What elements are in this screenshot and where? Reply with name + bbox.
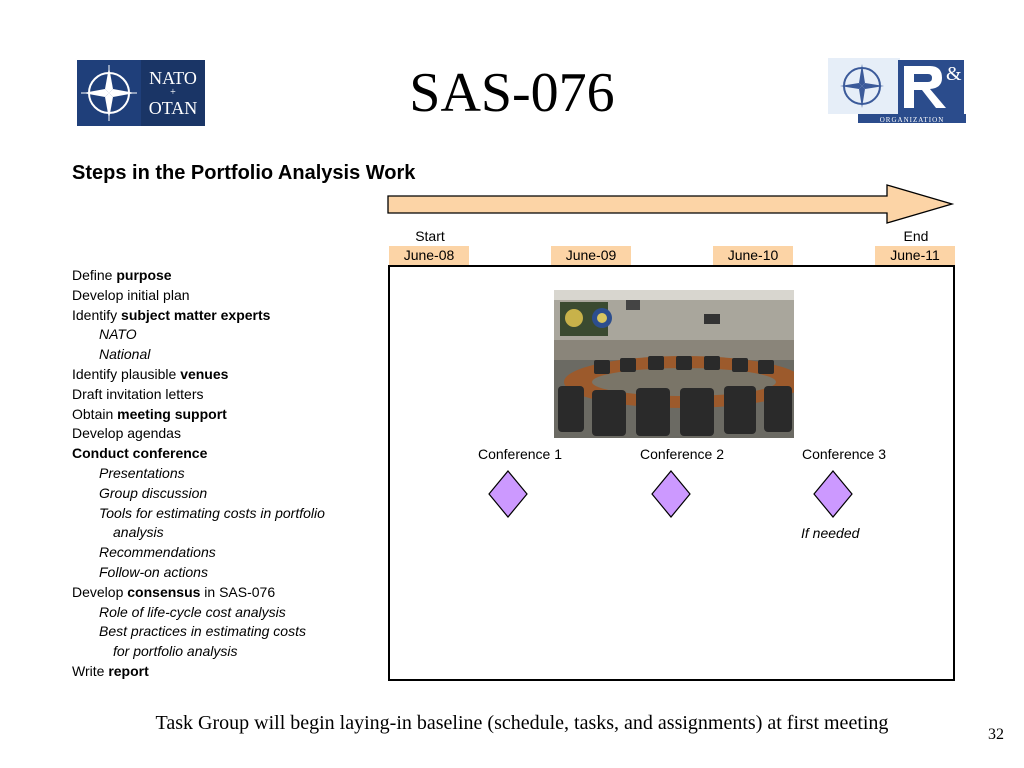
step-item	[72, 543, 382, 563]
step-text: for portfolio analysis	[113, 643, 238, 660]
start-label: Start	[415, 228, 445, 244]
rto-wordmark: ORGANIZATION	[879, 116, 945, 124]
step-item	[72, 306, 382, 326]
step-item	[72, 523, 382, 543]
step-item	[72, 345, 382, 365]
step-item	[72, 385, 382, 405]
milestone-diamond-icon	[809, 470, 857, 518]
step-text: National	[99, 346, 151, 363]
date-label: June-08	[389, 246, 469, 265]
otan-text: OTAN	[148, 98, 198, 118]
step-item	[72, 622, 382, 642]
conditional-note: If needed	[801, 525, 860, 541]
conference-label: Conference 3	[801, 446, 887, 462]
step-item	[72, 444, 382, 464]
step-item	[72, 484, 382, 504]
step-item	[72, 325, 382, 345]
step-emphasis: subject matter experts	[121, 306, 271, 323]
step-text: Develop	[72, 583, 128, 600]
conference-label: Conference 1	[477, 446, 563, 462]
step-text: Identify plausible	[72, 365, 181, 382]
step-item	[72, 464, 382, 484]
step-emphasis: venues	[180, 365, 229, 382]
step-text: NATO	[99, 326, 137, 343]
step-item	[72, 286, 382, 306]
step-item	[72, 642, 382, 662]
step-text: Obtain	[72, 405, 118, 422]
step-text: in SAS-076	[200, 583, 276, 600]
step-item	[72, 504, 382, 524]
step-text: Follow-on actions	[99, 563, 208, 580]
page-number: 32	[988, 726, 1004, 743]
footer-note: Task Group will begin laying-in baseline (schedule, tasks, and assignments) at first meeting	[155, 712, 889, 734]
date-label: June-10	[713, 246, 793, 265]
step-text: Presentations	[99, 464, 185, 481]
step-item	[72, 266, 382, 286]
nato-separator: +	[170, 87, 176, 98]
step-text: Define	[72, 267, 117, 283]
step-item	[72, 662, 382, 682]
step-item	[72, 583, 382, 603]
step-text: analysis	[113, 524, 164, 541]
page-title: SAS-076	[409, 62, 615, 124]
date-label: June-11	[875, 246, 955, 265]
step-emphasis: report	[108, 662, 149, 679]
step-emphasis: purpose	[116, 267, 172, 283]
step-emphasis: consensus	[127, 583, 201, 600]
step-text: Best practices in estimating costs	[99, 623, 306, 640]
timeline-arrow	[387, 184, 955, 226]
milestone-diamond-icon	[484, 470, 532, 518]
step-text: Role of life-cycle cost analysis	[99, 603, 286, 620]
svg-text:&: &	[946, 63, 962, 85]
step-text: Develop agendas	[72, 425, 181, 442]
step-text: Draft invitation letters	[72, 385, 204, 402]
step-item	[72, 365, 382, 385]
step-text: Tools for estimating costs in portfolio	[99, 504, 325, 521]
step-emphasis: meeting support	[117, 405, 227, 422]
step-text: Recommendations	[99, 544, 216, 561]
conference-room-photo	[554, 290, 794, 438]
nato-text: NATO	[149, 68, 197, 88]
step-item	[72, 563, 382, 583]
step-text: Write	[72, 662, 109, 679]
milestone-diamond-icon	[647, 470, 695, 518]
section-heading: Steps in the Portfolio Analysis Work	[72, 162, 416, 184]
steps-list	[72, 266, 382, 682]
step-item	[72, 424, 382, 444]
step-item	[72, 405, 382, 425]
step-item	[72, 603, 382, 623]
conference-label: Conference 2	[639, 446, 725, 462]
date-label: June-09	[551, 246, 631, 265]
step-text: Group discussion	[99, 484, 208, 501]
step-text: Identify	[72, 306, 122, 323]
step-emphasis: Conduct conference	[72, 445, 208, 462]
rto-logo	[828, 56, 966, 124]
step-text: Develop initial plan	[72, 286, 190, 303]
end-label: End	[903, 228, 929, 244]
